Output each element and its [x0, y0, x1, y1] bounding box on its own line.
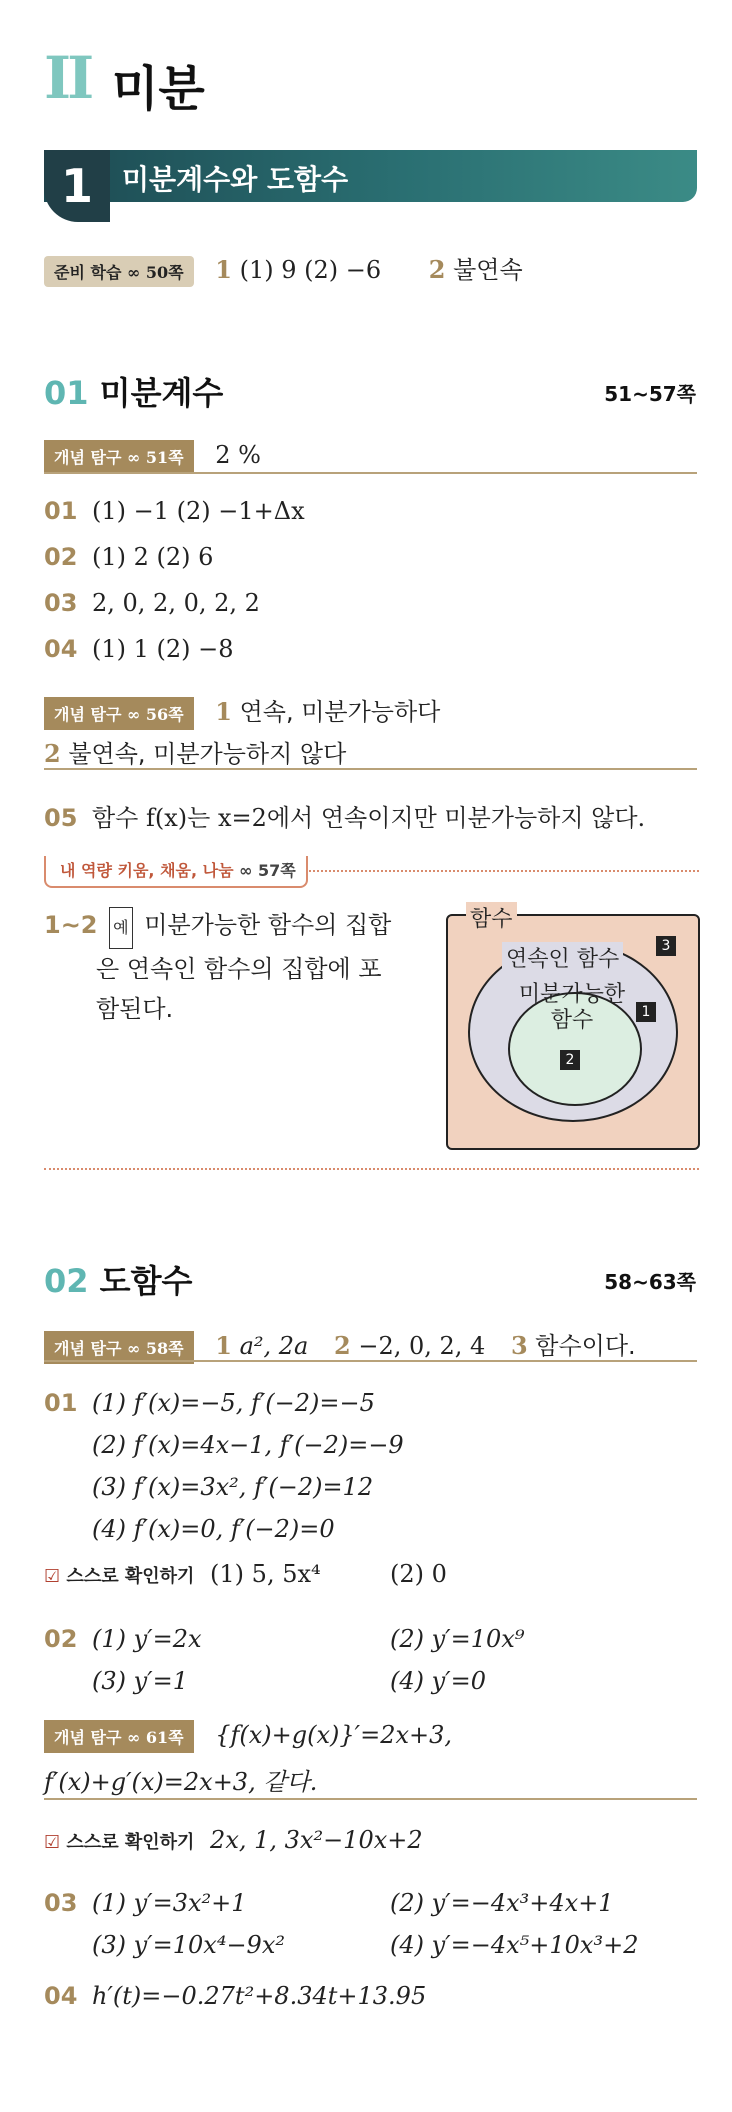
concept-row-61: 개념 탐구 ∞ 61쪽 {f(x)+g(x)}′=2x+3,	[44, 1720, 452, 1753]
list-item: 04 h′(t)=−0.27t²+8.34t+13.95	[44, 1982, 427, 2010]
prep-answer-num-1: 1	[215, 255, 232, 284]
concept-tag: 개념 탐구 ∞ 51쪽	[44, 440, 194, 473]
check-icon: ☑	[44, 1566, 61, 1587]
divider	[44, 768, 697, 770]
unit1-heading	[44, 368, 223, 414]
venn-diagram	[446, 907, 700, 1150]
divider	[44, 1798, 697, 1800]
venn-label-outer: 함수	[466, 902, 517, 933]
unit1-number: 01	[44, 374, 89, 412]
list-item: 04 (1) 1 (2) −8	[44, 635, 234, 663]
concept-answer: 2 %	[215, 441, 261, 469]
venn-num-3: 3	[656, 936, 676, 956]
venn-num-1: 1	[636, 1002, 656, 1022]
self-check-row: ☑ 스스로 확인하기 2x, 1, 3x²−10x+2	[44, 1826, 423, 1854]
capacity-text: 1~2 예 미분가능한 함수의 집합 은 연속인 함수의 집합에 포 함된다.	[44, 905, 391, 1029]
prep-answer-num-2: 2	[428, 255, 446, 284]
concept-tag: 개념 탐구 ∞ 58쪽	[44, 1331, 194, 1364]
unit2-number: 02	[44, 1262, 89, 1300]
venn-label-mid: 연속인 함수	[502, 942, 623, 973]
unit1-pages: 51~57쪽	[604, 382, 696, 406]
concept-row-61-b: f′(x)+g′(x)=2x+3, 같다.	[44, 1768, 318, 1796]
section-number: 1	[44, 150, 110, 222]
example-badge: 예	[109, 907, 132, 949]
unit2-title: 도함수	[99, 1262, 193, 1300]
concept-tag: 개념 탐구 ∞ 56쪽	[44, 697, 194, 730]
list-item: 03 (1) y′=3x²+1 (2) y′=−4x³+4x+1 (3) y′=10x⁴−9x² (4) y′=−4x⁵+10x³+2	[44, 1889, 639, 1959]
list-item: 02 (1) 2 (2) 6	[44, 543, 214, 571]
list-item: 03 2, 0, 2, 0, 2, 2	[44, 589, 260, 617]
list-item: 01 (1) −1 (2) −1+Δx	[44, 497, 305, 525]
list-item: 01 (1) f′(x)=−5, f′(−2)=−5 (2) f′(x)=4x−1, f′(−2)=−9 (3) f′(x)=3x², f′(−2)=12 (4) f′(x)=0, f′(−2)=0	[44, 1389, 404, 1543]
venn-num-2: 2	[560, 1050, 580, 1070]
unit1-title: 미분계수	[99, 374, 224, 412]
divider	[44, 1360, 697, 1362]
unit2-heading	[44, 1256, 192, 1302]
concept-tag: 개념 탐구 ∞ 61쪽	[44, 1720, 194, 1753]
chapter-title: 미분	[112, 61, 205, 117]
link-icon: ∞	[126, 263, 141, 282]
prep-answer-1: (1) 9 (2) −6	[239, 256, 382, 284]
capacity-label: 내 역량 키움, 채움, 나눔 ∞ 57쪽	[44, 856, 308, 888]
list-item: 05 함수 f(x)는 x=2에서 연속이지만 미분가능하지 않다.	[44, 804, 646, 832]
divider	[44, 472, 697, 474]
chapter-roman: II	[44, 44, 91, 112]
venn-label-inner: 미분가능한 함수	[518, 982, 626, 1033]
prep-row	[44, 250, 523, 287]
prep-tag: 준비 학습 ∞ 50쪽	[44, 256, 194, 287]
prep-answer-2: 불연속	[453, 256, 523, 284]
self-check-row: ☑ 스스로 확인하기 (1) 5, 5x⁴ (2) 0	[44, 1560, 447, 1588]
concept-row-58: 개념 탐구 ∞ 58쪽 1 a², 2a 2 −2, 0, 2, 4 3 함수이다.	[44, 1326, 636, 1364]
concept-row-56: 개념 탐구 ∞ 56쪽 1 연속, 미분가능하다	[44, 692, 440, 730]
list-item: 02 (1) y′=2x (2) y′=10x⁹ (3) y′=1 (4) y′=0	[44, 1625, 525, 1695]
unit2-pages: 58~63쪽	[604, 1270, 696, 1294]
check-icon: ☑	[44, 1832, 61, 1853]
concept-row-51	[44, 440, 261, 473]
concept-row-56-b: 2 불연속, 미분가능하지 않다	[44, 739, 347, 768]
section-title: 미분계수와 도함수	[122, 163, 349, 196]
